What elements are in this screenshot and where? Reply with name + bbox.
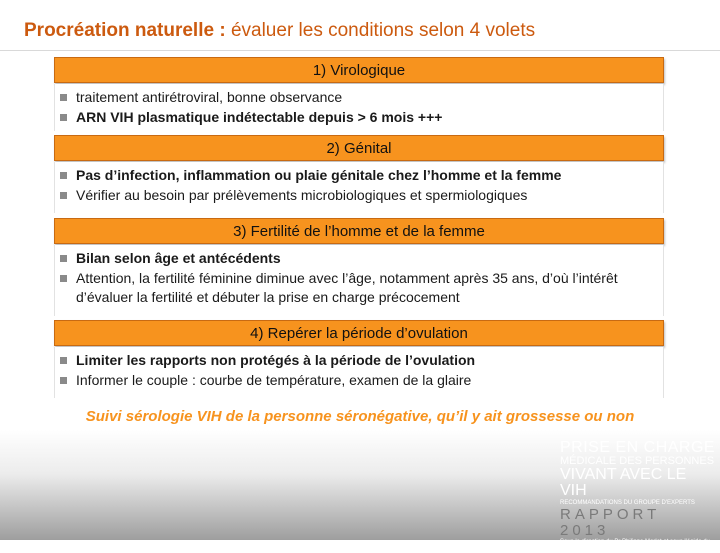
logo-line-1: PRISE EN CHARGE <box>560 439 716 456</box>
bullet-item <box>60 351 663 370</box>
section-body-fertilite <box>54 245 664 316</box>
bullet-item <box>60 269 663 307</box>
bullet-text: traitement antirétroviral, bonne observance <box>76 89 343 105</box>
section-header-ovulation: 4) Repérer la période d’ovulation <box>54 320 664 346</box>
bullet-text: Bilan selon âge et antécédents <box>76 250 281 266</box>
bullet-item <box>60 371 663 390</box>
square-bullet-icon <box>60 114 67 121</box>
bullet-text: Pas d’infection, inflammation ou plaie génitale chez l’homme et la femme <box>76 167 562 183</box>
logo-line-3: VIVANT AVEC LE VIH <box>560 466 687 499</box>
square-bullet-icon <box>60 377 67 384</box>
bullet-text: ARN VIH plasmatique indétectable depuis > 6 mois +++ <box>76 109 443 125</box>
section-header-genital: 2) Génital <box>54 135 664 161</box>
square-bullet-icon <box>60 357 67 364</box>
logo-line-6: Sous la direction du Pr Philippe Morlat et sous l'égide du CNS et de l'ANRS <box>560 539 710 552</box>
bullet-text: Attention, la fertilité féminine diminue avec l’âge, notamment après 35 ans, d’où l’intérêt d’évaluer la fertilité et débuter la prise en charge précocement <box>76 270 618 305</box>
slide-title <box>24 20 535 42</box>
bullet-text: Limiter les rapports non protégés à la période de l’ovulation <box>76 352 476 368</box>
logo-line-5: RAPPORT 2013 <box>560 506 660 539</box>
footer-note: Suivi sérologie VIH de la personne séronégative, qu’il y ait grossesse ou non <box>85 408 635 425</box>
report-logo <box>560 439 716 552</box>
logo-line-4: RECOMMANDATIONS DU GROUPE D'EXPERTS <box>560 500 695 506</box>
logo-line-2: MÉDICALE DES PERSONNES <box>560 455 715 467</box>
square-bullet-icon <box>60 255 67 262</box>
slide-title-bold: Procréation naturelle : <box>24 20 226 41</box>
square-bullet-icon <box>60 192 67 199</box>
bullet-item <box>60 186 663 205</box>
title-divider <box>0 50 720 51</box>
bullet-item <box>60 249 663 268</box>
section-body-ovulation <box>54 347 664 398</box>
bullet-text: Informer le couple : courbe de température, examen de la glaire <box>76 372 472 388</box>
section-header-virologique: 1) Virologique <box>54 57 664 83</box>
bullet-item <box>60 108 663 127</box>
bullet-item <box>60 166 663 185</box>
square-bullet-icon <box>60 172 67 179</box>
slide-title-rest: évaluer les conditions selon 4 volets <box>225 20 536 41</box>
bullet-text: Vérifier au besoin par prélèvements microbiologiques et spermiologiques <box>76 187 528 203</box>
section-header-fertilite: 3) Fertilité de l’homme et de la femme <box>54 218 664 244</box>
square-bullet-icon <box>60 94 67 101</box>
square-bullet-icon <box>60 275 67 282</box>
section-body-virologique <box>54 84 664 131</box>
section-body-genital <box>54 162 664 213</box>
bullet-item <box>60 88 663 107</box>
